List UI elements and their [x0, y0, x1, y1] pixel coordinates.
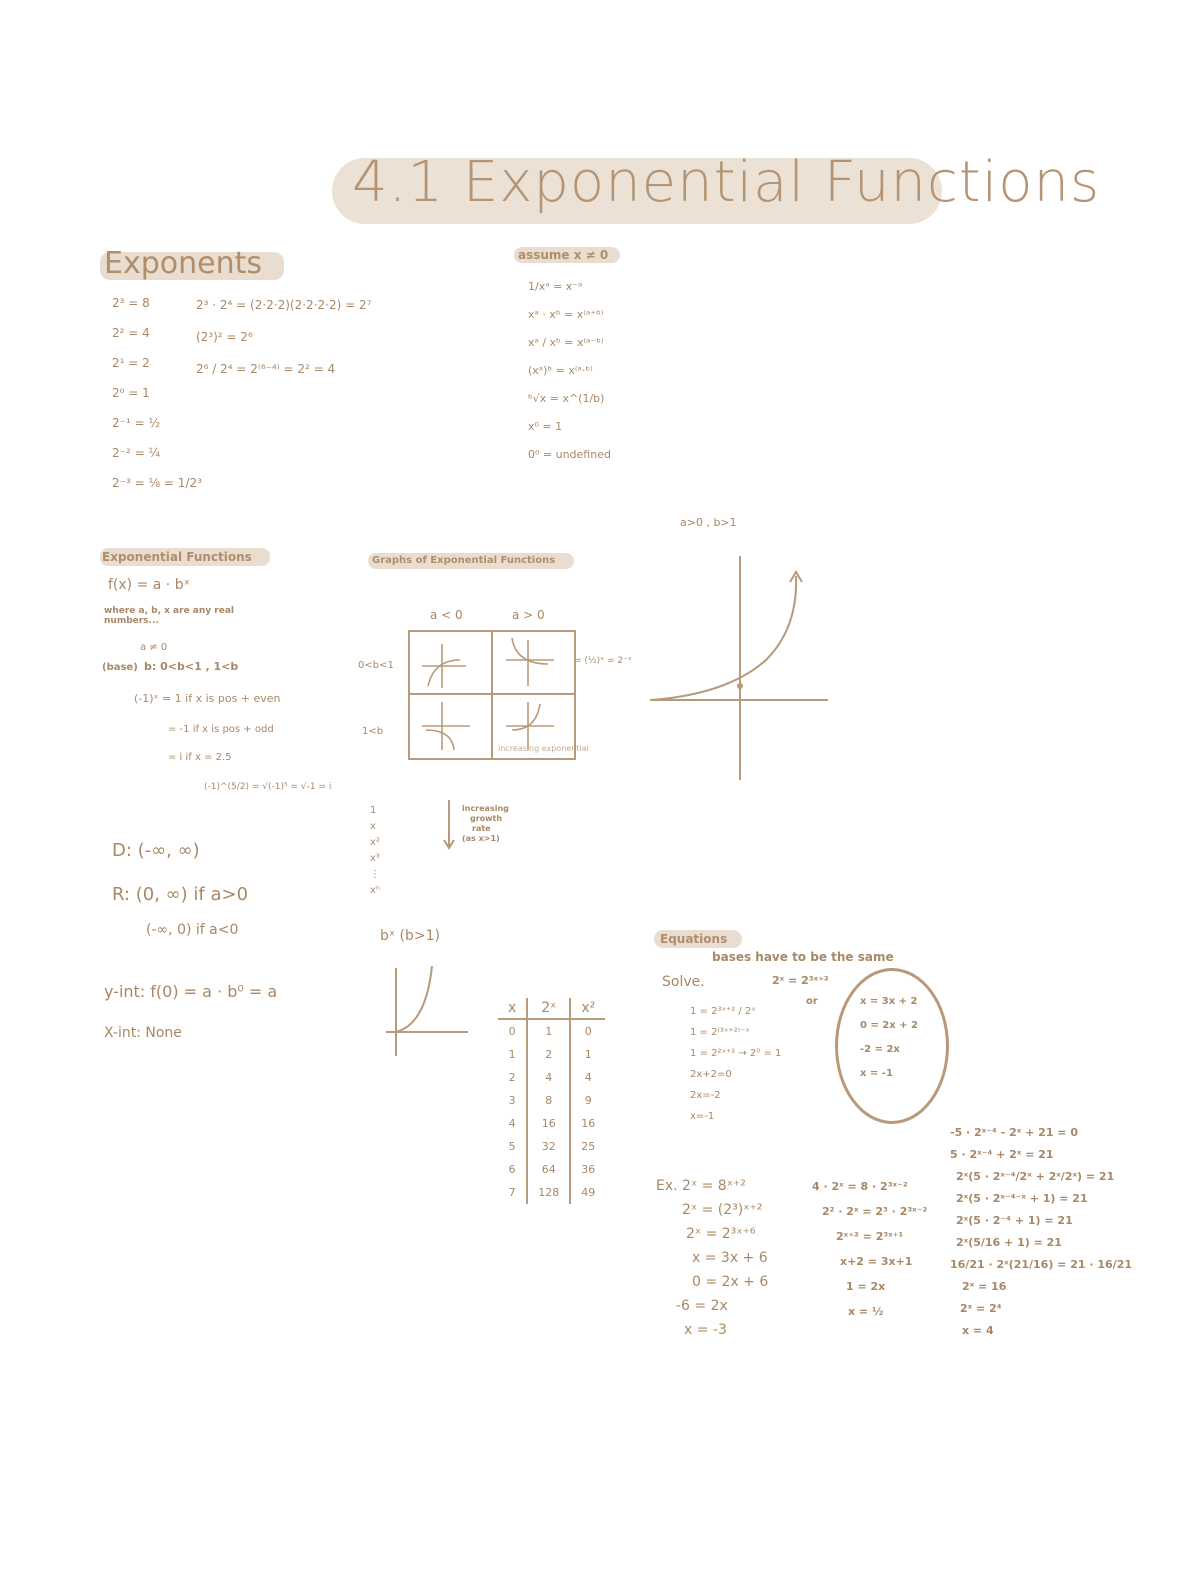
solution-step: x = 4 [962, 1324, 994, 1337]
where-note: where a, b, x are any real numbers... [104, 606, 234, 626]
exponent-laws-list [528, 280, 611, 461]
table-row [498, 1019, 605, 1043]
rule-line: (2³)² = 2⁶ [196, 330, 253, 344]
cell-note: increasing exponential [498, 744, 589, 753]
table-cell: 4 [584, 1071, 592, 1084]
exp-functions-heading: Exponential Functions [102, 550, 252, 564]
table-cell: 25 [581, 1140, 596, 1153]
a-not-zero: a ≠ 0 [140, 642, 168, 653]
power-item: ⋮ [370, 869, 380, 880]
law-line: 0⁰ = undefined [528, 448, 611, 461]
half-power-note: = (½)ˣ = 2⁻ˣ [574, 656, 632, 666]
solution-step: 2ˣ = 16 [962, 1280, 1007, 1293]
mini-graph-growth-neg [422, 702, 470, 750]
mini-graph-growth-pos [506, 702, 554, 750]
solution-step: x = 3x + 2 [860, 996, 918, 1007]
solution-step: 2x=-2 [690, 1090, 721, 1101]
table-cell: 16 [527, 1112, 570, 1135]
solution-step: 2ˣ⁺² = 2³ˣ⁺¹ [836, 1230, 904, 1243]
solution-step: 0 = 2x + 2 [860, 1020, 919, 1031]
law-line: 1/xᵃ = x⁻ᵃ [528, 280, 583, 293]
exponents-heading: Exponents [104, 246, 262, 281]
left-solution-steps [690, 1006, 781, 1122]
y-intercept: y-int: f(0) = a · b⁰ = a [104, 982, 278, 1001]
neg-one-rule-3: = i if x = 2.5 [168, 752, 232, 763]
law-line: x⁰ = 1 [528, 420, 563, 433]
mini-graph-decay-neg [422, 644, 466, 688]
oval-solution-steps [860, 996, 918, 1079]
power-line: 2³ = 8 [112, 296, 150, 310]
table-cell: 9 [584, 1094, 592, 1107]
col-label-a-negative: a < 0 [430, 608, 463, 622]
solution-step: x = -3 [684, 1322, 727, 1338]
solution-step: x = ½ [848, 1305, 884, 1318]
law-line: (xᵃ)ᵇ = x⁽ᵃ·ᵇ⁾ [528, 364, 593, 377]
law-line: xᵃ · xᵇ = x⁽ᵃ⁺ᵇ⁾ [528, 308, 604, 321]
table-cell: 1 [508, 1048, 516, 1061]
table-cell: 2 [508, 1071, 516, 1084]
solution-step: 2ˣ(5/16 + 1) = 21 [956, 1236, 1062, 1249]
powers-of-two-list [112, 296, 202, 490]
power-line: 2⁻³ = ⅛ = 1/2³ [112, 476, 202, 490]
same-base-note: bases have to be the same [712, 950, 894, 964]
table-row [498, 1181, 605, 1204]
neg-one-rule-2: = -1 if x is pos + odd [168, 724, 274, 735]
solution-step: 2ˣ = (2³)ˣ⁺² [682, 1202, 763, 1218]
domain: D: (-∞, ∞) [112, 840, 200, 861]
base-condition: b: 0<b<1 , 1<b [144, 660, 239, 673]
table-cell: 1 [527, 1019, 570, 1043]
solution-step: 2ˣ(5 · 2⁻⁴ + 1) = 21 [956, 1214, 1073, 1227]
exp-formula: f(x) = a · bˣ [108, 577, 190, 593]
growth-note-line: rate [472, 824, 491, 833]
solution-step: 1 = 2³ˣ⁺² / 2ˣ [690, 1006, 756, 1017]
table-header: 2ˣ [527, 998, 570, 1019]
table-cell: 0 [584, 1025, 592, 1038]
row-label-b-small: 0<b<1 [358, 660, 394, 671]
page-title: 4.1 Exponential Functions [352, 150, 1101, 215]
rule-line: 2⁶ / 2⁴ = 2⁽⁶⁻⁴⁾ = 2² = 4 [196, 362, 336, 376]
bx-sketch [384, 962, 470, 1058]
table-row [498, 1112, 605, 1135]
solution-step: 0 = 2x + 6 [692, 1274, 769, 1290]
base-label: (base) [102, 662, 138, 673]
mini-graph-decay-pos [506, 638, 554, 686]
growth-note [462, 804, 509, 844]
table-cell: 2 [527, 1043, 570, 1066]
growth-note-line: (as x>1) [462, 834, 500, 843]
solution-step: Ex. 2ˣ = 8ˣ⁺² [656, 1178, 746, 1194]
or-label: or [806, 996, 818, 1007]
solve-label: Solve. [662, 974, 705, 990]
equations-heading: Equations [660, 932, 728, 946]
table-cell: 64 [527, 1158, 570, 1181]
table-cell: 4 [508, 1117, 516, 1130]
graph-condition-label: a>0 , b>1 [680, 516, 737, 529]
right-solution-steps [950, 1126, 1132, 1337]
solution-step: x+2 = 3x+1 [840, 1255, 913, 1268]
table-row [498, 1135, 605, 1158]
table-row [498, 1066, 605, 1089]
growth-note-line: increasing [462, 804, 509, 813]
given-equation: 2ˣ = 2³ˣ⁺² [772, 974, 829, 987]
col-label-a-positive: a > 0 [512, 608, 545, 622]
solution-step: 2ˣ(5 · 2ˣ⁻⁴⁻ˣ + 1) = 21 [956, 1192, 1088, 1205]
graphs-grid [408, 630, 578, 762]
table-header: x² [570, 998, 605, 1019]
solution-step: 2ˣ = 2⁴ [960, 1302, 1002, 1315]
solution-step: -2 = 2x [860, 1044, 900, 1055]
table-cell: 36 [581, 1163, 596, 1176]
powers-list [370, 805, 380, 896]
solution-step: 1 = 2⁽³ˣ⁺²⁾⁻ˣ [690, 1027, 750, 1038]
range-positive: R: (0, ∞) if a>0 [112, 884, 249, 905]
growth-note-line: growth [470, 814, 503, 823]
solution-step: 4 · 2ˣ = 8 · 2³ˣ⁻² [812, 1180, 908, 1193]
solution-step: 16/21 · 2ˣ(21/16) = 21 · 16/21 [950, 1258, 1133, 1271]
power-item: 1 [370, 805, 377, 816]
table-cell: 5 [508, 1140, 516, 1153]
power-item: xⁿ [370, 885, 380, 896]
exponent-rules-list [196, 298, 371, 376]
rule-line: 2³ · 2⁴ = (2·2·2)(2·2·2·2) = 2⁷ [196, 298, 372, 312]
table-cell: 3 [508, 1094, 516, 1107]
middle-solution-steps [812, 1180, 927, 1318]
range-negative: (-∞, 0) if a<0 [146, 922, 239, 938]
table-cell: 1 [584, 1048, 592, 1061]
law-line: ᵇ√x = x^(1/b) [528, 392, 605, 405]
graphs-heading: Graphs of Exponential Functions [372, 555, 556, 566]
solution-step: 2x+2=0 [690, 1069, 732, 1080]
table-cell: 4 [527, 1066, 570, 1089]
table-row [498, 1089, 605, 1112]
power-line: 2⁻¹ = ½ [112, 416, 161, 430]
growth-arrow-icon [440, 798, 460, 852]
power-item: x³ [370, 853, 380, 864]
laws-heading: assume x ≠ 0 [518, 248, 609, 262]
table-cell: 8 [527, 1089, 570, 1112]
table-cell: 0 [508, 1025, 516, 1038]
y-intercept-point [737, 683, 743, 689]
table-cell: 32 [527, 1135, 570, 1158]
values-table [498, 998, 605, 1204]
law-line: xᵃ / xᵇ = x⁽ᵃ⁻ᵇ⁾ [528, 336, 604, 349]
table-cell: 6 [508, 1163, 516, 1176]
row-label-b-large: 1<b [362, 726, 384, 737]
solution-step: 2ˣ(5 · 2ˣ⁻⁴/2ˣ + 2ˣ/2ˣ) = 21 [956, 1170, 1115, 1183]
solution-step: x=-1 [690, 1111, 715, 1122]
power-line: 2⁻² = ¼ [112, 446, 161, 460]
solution-step: 2² · 2ˣ = 2³ · 2³ˣ⁻² [822, 1205, 928, 1218]
solution-step: -5 · 2ˣ⁻⁴ - 2ˣ + 21 = 0 [950, 1126, 1079, 1139]
solution-step: 2ˣ = 2³ˣ⁺⁶ [686, 1226, 756, 1242]
solution-step: 1 = 2x [846, 1280, 886, 1293]
neg-one-rule-4: (-1)^(5/2) = √(-1)⁵ = √-1 = i [204, 782, 332, 792]
growth-curve [652, 576, 796, 700]
neg-one-rule-1: (-1)ˣ = 1 if x is pos + even [134, 692, 281, 705]
table-row [498, 1043, 605, 1066]
example-solution-steps [656, 1178, 768, 1338]
table-cell: 128 [527, 1181, 570, 1204]
power-item: x² [370, 837, 380, 848]
solution-step: -6 = 2x [676, 1298, 728, 1314]
table-header: x [498, 998, 527, 1019]
solution-step: 1 = 2²ˣ⁺² → 2⁰ = 1 [690, 1048, 782, 1059]
exp-growth-graph [648, 552, 830, 784]
table-cell: 7 [508, 1186, 516, 1199]
solution-step: x = -1 [860, 1068, 893, 1079]
x-intercept: X-int: None [104, 1025, 182, 1041]
power-line: 2² = 4 [112, 326, 150, 340]
solution-step: x = 3x + 6 [692, 1250, 768, 1266]
power-line: 2⁰ = 1 [112, 386, 150, 400]
table-row [498, 1158, 605, 1181]
power-line: 2¹ = 2 [112, 356, 150, 370]
table-cell: 16 [581, 1117, 596, 1130]
solution-step: 5 · 2ˣ⁻⁴ + 2ˣ = 21 [950, 1148, 1054, 1161]
bx-label: bˣ (b>1) [380, 928, 440, 944]
table-cell: 49 [581, 1186, 596, 1199]
power-item: x [370, 821, 376, 832]
